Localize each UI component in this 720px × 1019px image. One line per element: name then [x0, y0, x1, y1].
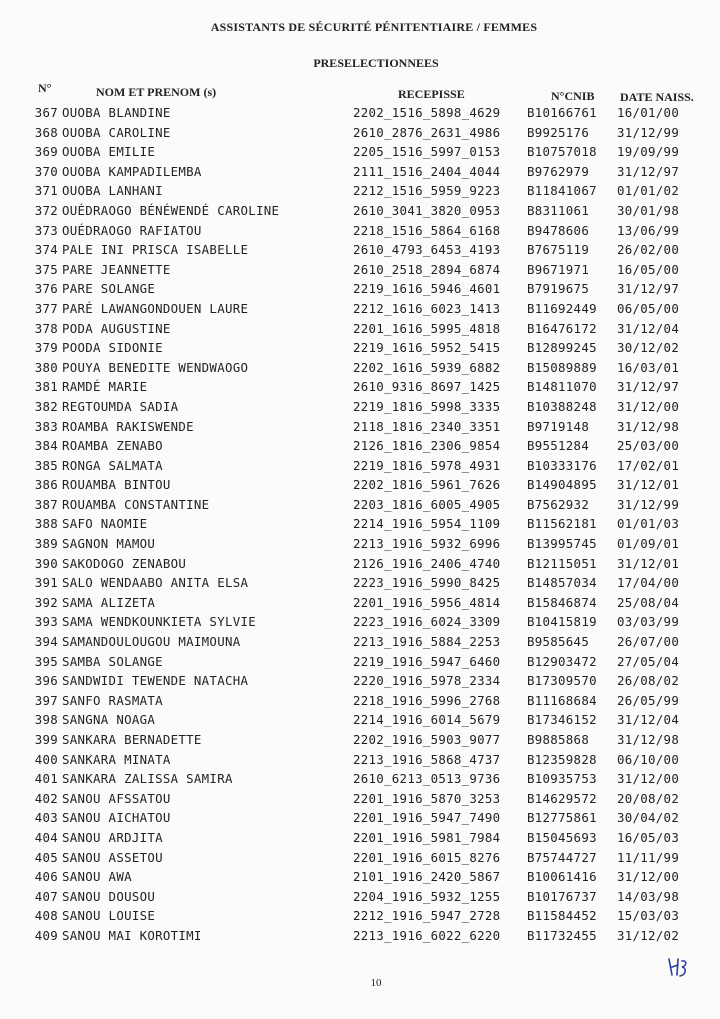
table-row: [0, 829, 720, 849]
row-cnib: B11841067: [527, 183, 597, 199]
row-name: SANDWIDI TEWENDE NATACHA: [62, 673, 249, 689]
row-birth-date: 31/12/01: [617, 555, 680, 571]
row-recepisse: 2213_1916_5884_2253: [353, 634, 501, 650]
row-birth-date: 26/05/99: [617, 692, 680, 708]
row-birth-date: 25/03/00: [617, 438, 680, 454]
table-row: [0, 731, 720, 751]
row-name: SAGNON MAMOU: [62, 536, 156, 552]
row-cnib: B14857034: [527, 575, 597, 591]
table-row: [0, 594, 720, 614]
row-cnib: B14904895: [527, 477, 597, 493]
row-cnib: B14629572: [527, 790, 597, 806]
row-birth-date: 25/08/04: [617, 594, 680, 610]
row-recepisse: 2610_2518_2894_6874: [353, 261, 501, 277]
row-birth-date: 06/05/00: [617, 300, 680, 316]
row-name: ROUAMBA CONSTANTINE: [62, 496, 210, 512]
row-name: SAMA WENDKOUNKIETA SYLVIE: [62, 614, 256, 630]
row-cnib: B9551284: [527, 438, 590, 454]
row-number: 380: [34, 359, 58, 375]
row-birth-date: 01/09/01: [617, 536, 680, 552]
table-row: [0, 770, 720, 790]
row-cnib: B10415819: [527, 614, 597, 630]
row-recepisse: 2202_1516_5898_4629: [353, 105, 501, 120]
table-row: [0, 535, 720, 555]
table-row: [0, 300, 720, 320]
row-birth-date: 31/12/04: [617, 320, 680, 336]
row-birth-date: 03/03/99: [617, 614, 680, 630]
header-birth-date: DATE NAISS.: [620, 90, 694, 104]
table-row: [0, 692, 720, 712]
row-birth-date: 17/02/01: [617, 457, 680, 473]
row-number: 379: [34, 340, 58, 356]
table-row: [0, 418, 720, 438]
row-recepisse: 2111_1516_2404_4044: [353, 163, 501, 179]
table-row: [0, 496, 720, 516]
row-recepisse: 2201_1616_5995_4818: [353, 320, 501, 336]
table-row: [0, 751, 720, 771]
row-birth-date: 26/02/00: [617, 242, 680, 258]
table-row: [0, 927, 720, 947]
row-recepisse: 2219_1816_5978_4931: [353, 457, 501, 473]
row-cnib: B13995745: [527, 536, 597, 552]
row-number: 407: [34, 888, 58, 904]
row-cnib: B8311061: [527, 202, 590, 218]
row-birth-date: 01/01/02: [617, 183, 680, 199]
row-birth-date: 31/12/00: [617, 771, 680, 787]
table-row: [0, 163, 720, 183]
row-name: PARE SOLANGE: [62, 281, 156, 297]
row-name: SANOU AFSSATOU: [62, 790, 171, 806]
row-birth-date: 13/06/99: [617, 222, 680, 238]
row-name: ROAMBA RAKISWENDE: [62, 418, 194, 434]
table-row: [0, 555, 720, 575]
row-number: 398: [34, 712, 58, 728]
row-recepisse: 2201_1916_5947_7490: [353, 810, 501, 826]
row-recepisse: 2218_1916_5996_2768: [353, 692, 501, 708]
table-row: [0, 182, 720, 202]
row-recepisse: 2213_1916_6022_6220: [353, 927, 501, 943]
table-row: [0, 398, 720, 418]
row-number: 404: [34, 829, 58, 845]
row-name: SANOU ASSETOU: [62, 849, 163, 865]
row-birth-date: 31/12/00: [617, 869, 680, 885]
row-number: 385: [34, 457, 58, 473]
row-name: SANOU ARDJITA: [62, 829, 163, 845]
header-cnib: N°CNIB: [551, 89, 595, 103]
row-name: SAMA ALIZETA: [62, 594, 156, 610]
row-name: SANOU LOUISE: [62, 908, 156, 924]
row-recepisse: 2610_4793_6453_4193: [353, 242, 501, 258]
row-number: 401: [34, 771, 58, 787]
row-cnib: B11168684: [527, 692, 597, 708]
row-birth-date: 17/04/00: [617, 575, 680, 591]
row-cnib: B7919675: [527, 281, 590, 297]
row-birth-date: 16/05/00: [617, 261, 680, 277]
table-row: [0, 711, 720, 731]
row-birth-date: 31/12/01: [617, 477, 680, 493]
row-number: 378: [34, 320, 58, 336]
row-cnib: B10757018: [527, 144, 597, 160]
row-number: 373: [34, 222, 58, 238]
row-cnib: B12899245: [527, 340, 597, 356]
row-birth-date: 16/03/01: [617, 359, 680, 375]
table-row: [0, 574, 720, 594]
row-birth-date: 20/08/02: [617, 790, 680, 806]
row-recepisse: 2219_1616_5952_5415: [353, 340, 501, 356]
row-number: 386: [34, 477, 58, 493]
candidate-list: [0, 104, 720, 947]
row-cnib: B9925176: [527, 124, 590, 140]
table-row: [0, 280, 720, 300]
row-cnib: B11692449: [527, 300, 597, 316]
row-name: REGTOUMDA SADIA: [62, 398, 179, 414]
row-name: SANKARA BERNADETTE: [62, 732, 202, 747]
row-cnib: B11562181: [527, 516, 597, 532]
row-number: 406: [34, 869, 58, 885]
row-cnib: B10935753: [527, 771, 597, 787]
row-number: 381: [34, 379, 58, 395]
row-recepisse: 2201_1916_5870_3253: [353, 790, 501, 806]
row-cnib: B16476172: [527, 320, 597, 336]
row-number: 387: [34, 496, 58, 512]
row-cnib: B9762979: [527, 163, 590, 179]
row-number: 400: [34, 751, 58, 767]
table-row: [0, 653, 720, 673]
row-name: OUÉDRAOGO BÉNÉWENDÉ CAROLINE: [62, 202, 280, 218]
row-birth-date: 30/12/02: [617, 340, 680, 356]
row-name: RONGA SALMATA: [62, 457, 163, 473]
row-number: 382: [34, 398, 58, 414]
row-cnib: B9585645: [527, 634, 590, 650]
row-cnib: B12903472: [527, 653, 597, 669]
row-recepisse: 2610_6213_0513_9736: [353, 771, 501, 787]
row-birth-date: 14/03/98: [617, 888, 680, 904]
row-cnib: B15846874: [527, 594, 597, 610]
row-birth-date: 01/01/03: [617, 516, 680, 532]
row-cnib: B17309570: [527, 673, 597, 689]
table-row: [0, 476, 720, 496]
table-row: [0, 202, 720, 222]
row-name: SANOU DOUSOU: [62, 888, 156, 904]
row-recepisse: 2126_1816_2306_9854: [353, 438, 501, 454]
row-recepisse: 2202_1816_5961_7626: [353, 477, 501, 493]
header-number: N°: [38, 81, 52, 95]
row-name: OUOBA EMILIE: [62, 144, 156, 160]
row-number: 367: [34, 105, 58, 120]
row-recepisse: 2214_1916_6014_5679: [353, 712, 501, 728]
row-name: SAFO NAOMIE: [62, 516, 148, 532]
row-number: 408: [34, 908, 58, 924]
row-name: SAMBA SOLANGE: [62, 653, 163, 669]
row-recepisse: 2205_1516_5997_0153: [353, 144, 501, 160]
row-cnib: B10176737: [527, 888, 597, 904]
row-birth-date: 31/12/99: [617, 124, 680, 140]
row-cnib: B9885868: [527, 732, 590, 747]
row-number: 389: [34, 536, 58, 552]
table-row: [0, 261, 720, 281]
row-number: 384: [34, 438, 58, 454]
row-birth-date: 31/12/02: [617, 927, 680, 943]
row-number: 402: [34, 790, 58, 806]
row-cnib: B7562932: [527, 496, 590, 512]
table-row: [0, 457, 720, 477]
row-birth-date: 31/12/98: [617, 418, 680, 434]
row-name: OUOBA LANHANI: [62, 183, 163, 199]
row-birth-date: 06/10/00: [617, 751, 680, 767]
row-recepisse: 2118_1816_2340_3351: [353, 418, 501, 434]
row-name: SANOU AWA: [62, 869, 132, 885]
row-recepisse: 2213_1916_5932_6996: [353, 536, 501, 552]
row-name: OUOBA KAMPADILEMBA: [62, 163, 202, 179]
row-birth-date: 31/12/97: [617, 163, 680, 179]
table-row: [0, 378, 720, 398]
row-recepisse: 2610_9316_8697_1425: [353, 379, 501, 395]
row-birth-date: 26/08/02: [617, 673, 680, 689]
row-name: SANOU AICHATOU: [62, 810, 171, 826]
row-birth-date: 31/12/98: [617, 732, 680, 747]
row-recepisse: 2126_1916_2406_4740: [353, 555, 501, 571]
table-row: [0, 790, 720, 810]
row-name: POUYA BENEDITE WENDWAOGO: [62, 359, 249, 375]
row-recepisse: 2204_1916_5932_1255: [353, 888, 501, 904]
row-recepisse: 2201_1916_6015_8276: [353, 849, 501, 865]
row-cnib: B15045693: [527, 829, 597, 845]
row-name: SANKARA MINATA: [62, 751, 171, 767]
row-recepisse: 2202_1916_5903_9077: [353, 732, 501, 747]
row-birth-date: 11/11/99: [617, 849, 680, 865]
document-title: ASSISTANTS DE SÉCURITÉ PÉNITENTIAIRE / FEMMES: [210, 20, 538, 34]
row-birth-date: 16/05/03: [617, 829, 680, 845]
row-recepisse: 2201_1916_5956_4814: [353, 594, 501, 610]
row-recepisse: 2223_1916_5990_8425: [353, 575, 501, 591]
table-row: [0, 104, 720, 124]
table-row: [0, 849, 720, 869]
row-recepisse: 2212_1516_5959_9223: [353, 183, 501, 199]
row-name: SAMANDOULOUGOU MAIMOUNA: [62, 634, 241, 650]
row-name: PALE INI PRISCA ISABELLE: [62, 242, 249, 258]
table-row: [0, 868, 720, 888]
row-name: SANGNA NOAGA: [62, 712, 156, 728]
table-row: [0, 613, 720, 633]
row-number: 375: [34, 261, 58, 277]
row-name: PARE JEANNETTE: [62, 261, 171, 277]
header-name: NOM ET PRENOM (s): [96, 85, 217, 99]
row-recepisse: 2212_1916_5947_2728: [353, 908, 501, 924]
table-row: [0, 437, 720, 457]
row-birth-date: 30/01/98: [617, 202, 680, 218]
row-cnib: B10388248: [527, 398, 597, 414]
row-cnib: B10061416: [527, 869, 597, 885]
row-birth-date: 31/12/00: [617, 398, 680, 414]
row-cnib: B9671971: [527, 261, 590, 277]
row-recepisse: 2610_2876_2631_4986: [353, 124, 501, 140]
row-recepisse: 2223_1916_6024_3309: [353, 614, 501, 630]
row-recepisse: 2219_1916_5947_6460: [353, 653, 501, 669]
row-recepisse: 2212_1616_6023_1413: [353, 300, 501, 316]
row-number: 376: [34, 281, 58, 297]
row-recepisse: 2218_1516_5864_6168: [353, 222, 501, 238]
row-name: PODA AUGUSTINE: [62, 320, 171, 336]
row-number: 392: [34, 594, 58, 610]
row-number: 369: [34, 144, 58, 160]
header-recepisse: RECEPISSE: [398, 87, 465, 101]
row-number: 371: [34, 183, 58, 199]
table-row: [0, 907, 720, 927]
row-birth-date: 15/03/03: [617, 908, 680, 924]
row-name: SANFO RASMATA: [62, 692, 163, 708]
row-birth-date: 27/05/04: [617, 653, 680, 669]
row-name: ROUAMBA BINTOU: [62, 477, 171, 493]
row-cnib: B11732455: [527, 927, 597, 943]
row-birth-date: 31/12/99: [617, 496, 680, 512]
table-row: [0, 633, 720, 653]
row-recepisse: 2610_3041_3820_0953: [353, 202, 501, 218]
row-recepisse: 2203_1816_6005_4905: [353, 496, 501, 512]
row-number: 397: [34, 692, 58, 708]
row-name: OUOBA CAROLINE: [62, 124, 171, 140]
row-recepisse: 2101_1916_2420_5867: [353, 869, 501, 885]
row-name: PARÉ LAWANGONDOUEN LAURE: [62, 300, 249, 316]
row-number: 394: [34, 634, 58, 650]
table-row: [0, 339, 720, 359]
row-birth-date: 31/12/04: [617, 712, 680, 728]
row-cnib: B12359828: [527, 751, 597, 767]
row-cnib: B75744727: [527, 849, 597, 865]
row-number: 390: [34, 555, 58, 571]
row-name: SANOU MAI KOROTIMI: [62, 927, 202, 943]
document-subtitle: PRESELECTIONNEES: [313, 56, 439, 70]
row-number: 399: [34, 732, 58, 747]
row-birth-date: 30/04/02: [617, 810, 680, 826]
table-row: [0, 359, 720, 379]
row-birth-date: 16/01/00: [617, 105, 680, 120]
row-number: 409: [34, 927, 58, 943]
row-recepisse: 2201_1916_5981_7984: [353, 829, 501, 845]
table-row: [0, 888, 720, 908]
row-cnib: B17346152: [527, 712, 597, 728]
row-number: 372: [34, 202, 58, 218]
row-number: 393: [34, 614, 58, 630]
row-recepisse: 2213_1916_5868_4737: [353, 751, 501, 767]
row-number: 388: [34, 516, 58, 532]
table-row: [0, 143, 720, 163]
row-recepisse: 2219_1616_5946_4601: [353, 281, 501, 297]
table-row: [0, 320, 720, 340]
row-cnib: B10333176: [527, 457, 597, 473]
row-cnib: B7675119: [527, 242, 590, 258]
row-number: 403: [34, 810, 58, 826]
row-number: 374: [34, 242, 58, 258]
table-row: [0, 222, 720, 242]
row-number: 405: [34, 849, 58, 865]
row-cnib: B9719148: [527, 418, 590, 434]
table-row: [0, 241, 720, 261]
row-name: SALO WENDAABO ANITA ELSA: [62, 575, 249, 591]
row-recepisse: 2220_1916_5978_2334: [353, 673, 501, 689]
row-number: 368: [34, 124, 58, 140]
row-birth-date: 26/07/00: [617, 634, 680, 650]
row-number: 383: [34, 418, 58, 434]
row-name: POODA SIDONIE: [62, 340, 163, 356]
row-recepisse: 2219_1816_5998_3335: [353, 398, 501, 414]
table-row: [0, 809, 720, 829]
row-name: RAMDÉ MARIE: [62, 379, 148, 395]
row-birth-date: 31/12/97: [617, 281, 680, 297]
row-number: 370: [34, 163, 58, 179]
row-number: 395: [34, 653, 58, 669]
row-recepisse: 2202_1616_5939_6882: [353, 359, 501, 375]
page-number: 10: [370, 977, 382, 989]
row-cnib: B12775861: [527, 810, 597, 826]
table-row: [0, 672, 720, 692]
row-cnib: B15089889: [527, 359, 597, 375]
row-number: 396: [34, 673, 58, 689]
table-row: [0, 124, 720, 144]
row-recepisse: 2214_1916_5954_1109: [353, 516, 501, 532]
row-name: OUÉDRAOGO RAFIATOU: [62, 222, 202, 238]
row-birth-date: 19/09/99: [617, 144, 680, 160]
row-cnib: B12115051: [527, 555, 597, 571]
table-row: [0, 515, 720, 535]
row-cnib: B14811070: [527, 379, 597, 395]
row-number: 377: [34, 300, 58, 316]
row-number: 391: [34, 575, 58, 591]
row-cnib: B10166761: [527, 105, 597, 120]
row-name: ROAMBA ZENABO: [62, 438, 163, 454]
row-birth-date: 31/12/97: [617, 379, 680, 395]
row-cnib: B9478606: [527, 222, 590, 238]
row-name: SANKARA ZALISSA SAMIRA: [62, 771, 233, 787]
row-name: SAKODOGO ZENABOU: [62, 555, 187, 571]
row-cnib: B11584452: [527, 908, 597, 924]
row-name: OUOBA BLANDINE: [62, 105, 171, 120]
